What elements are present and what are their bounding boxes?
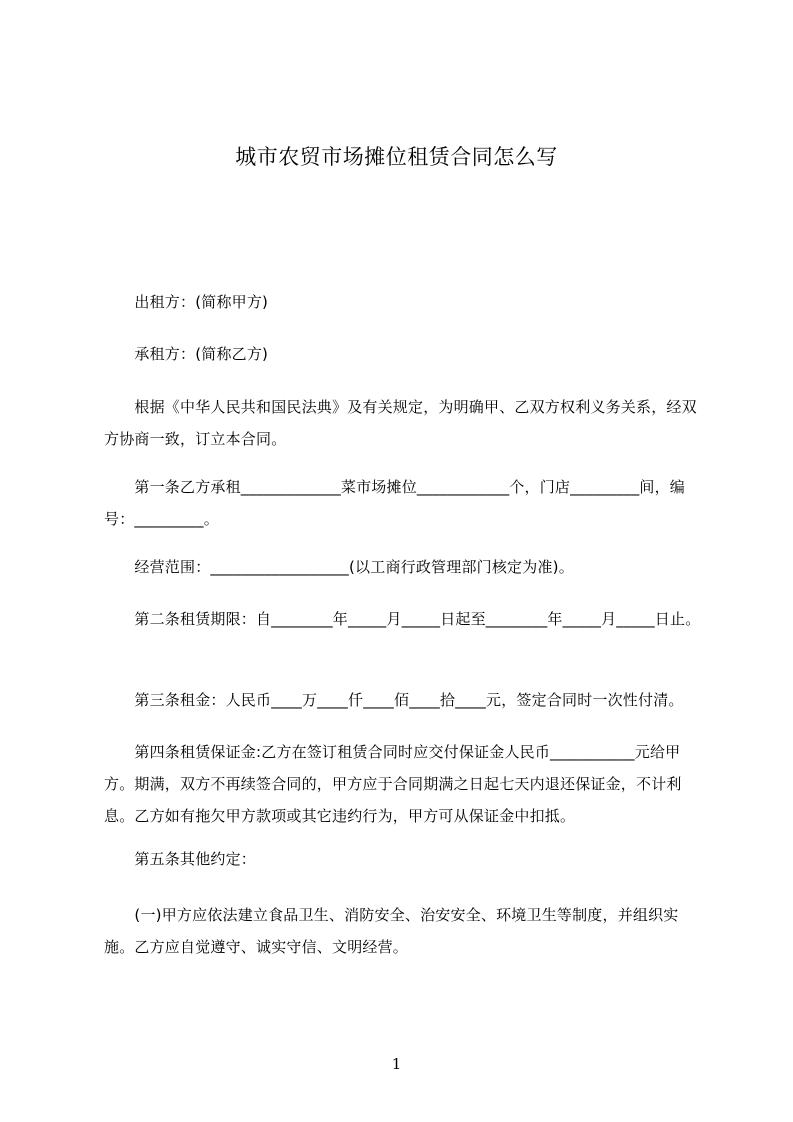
paragraph-article-5: 第五条其他约定： [104, 850, 257, 868]
paragraph-article-5-item-1: (一)甲方应依法建立食品卫生、消防安全、治安安全、环境卫生等制度，并组织实施。乙方应自觉遵守、诚实守信、文明经营。 [104, 906, 679, 956]
paragraph-preamble: 根据《中华人民共和国民法典》及有关规定，为明确甲、乙双方权利义务关系，经双方协商一致，订立本合同。 [104, 398, 697, 448]
paragraph-article-4: 第四条租赁保证金:乙方在签订租赁合同时应交付保证金人民币___________元给甲方。期满，双方不再续签合同的，甲方应于合同期满之日起七天内退还保证金，不计利息。乙方如有拖欠甲方款项或其它违约行为，甲方可从保证金中扣抵。 [104, 743, 682, 825]
paragraph-article-1: 第一条乙方承租_____________菜市场摊位____________个，门店_________间，编号：_________。 [104, 478, 686, 528]
paragraph-lessee: 承租方：(简称乙方) [104, 345, 269, 363]
page-number: 1 [391, 1055, 402, 1073]
paragraph-article-3: 第三条租金：人民币____万____仟____佰____拾____元，签定合同时一次性付清。 [104, 691, 684, 709]
paragraph-article-2: 第二条租赁期限：自________年_____月_____日起至________年_____月_____日止。 [104, 610, 701, 628]
document-title: 城市农贸市场摊位租赁合同怎么写 [235, 145, 558, 169]
paragraph-lessor: 出租方：(简称甲方) [104, 293, 269, 311]
paragraph-business-scope: 经营范围：__________________(以工商行政管理部门核定为准)。 [104, 558, 574, 576]
